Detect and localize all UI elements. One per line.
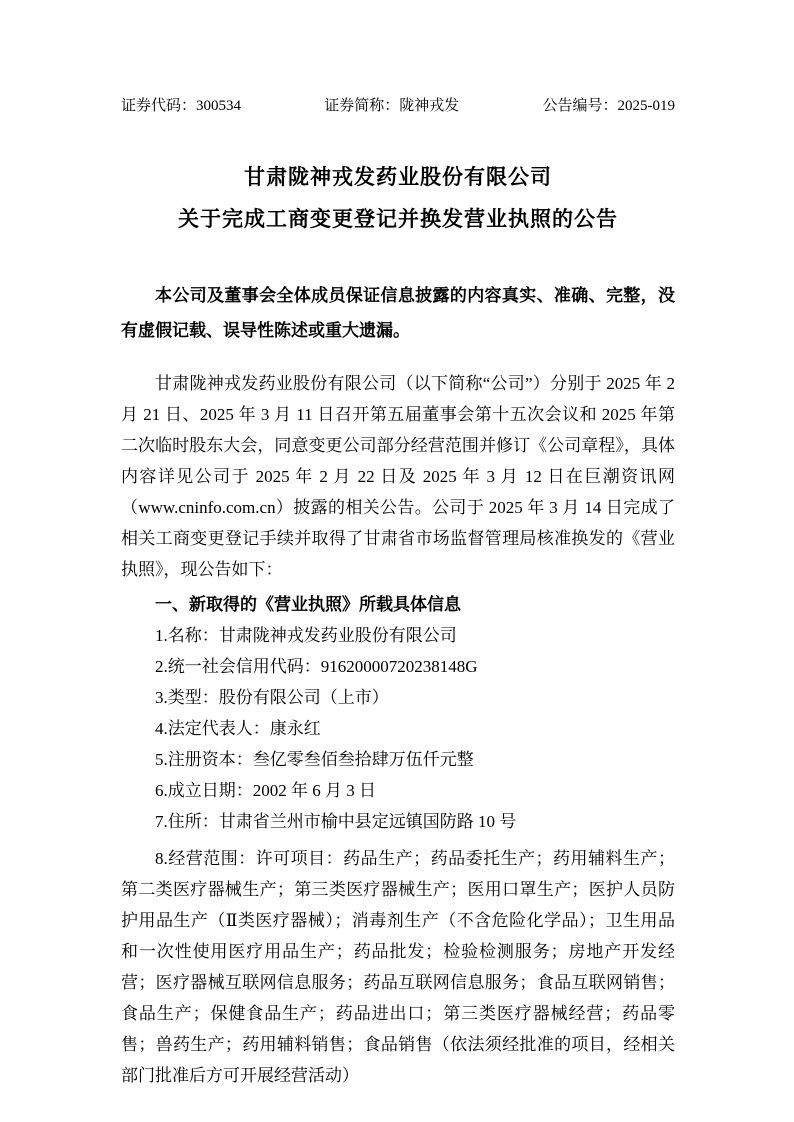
announcement-number: 公告编号：2025-019 xyxy=(542,98,675,114)
license-item-credit-code: 2.统一社会信用代码：91620000720238148G xyxy=(155,657,478,676)
announcement-title: 关于完成工商变更登记并换发营业执照的公告 xyxy=(178,207,618,231)
license-item-address: 7.住所：甘肃省兰州市榆中县定远镇国防路 10 号 xyxy=(155,812,517,831)
stock-abbr: 证券简称：陇神戎发 xyxy=(324,98,460,114)
stock-code: 证券代码：300534 xyxy=(121,98,242,114)
license-item-business-scope: 8.经营范围：许可项目：药品生产；药品委托生产；药用辅料生产；第二类医疗器械生产；第三类医疗器械生产；医用口罩生产；医护人员防护用品生产（Ⅱ类医疗器械）；消毒剂生产（不含危险化学品）；卫生用品和一次性使用医疗用品生产；药品批发；检验检测服务；房地产开发经营；医疗器械互联网信息服务；药品互联网信息服务；食品互联网销售；食品生产；保健食品生产；药品进出口；第三类医疗器械经营；药品零售；兽药生产；药用辅料销售；食品销售（依法须经批准的项目，经相关部门批准后方可开展经营活动） xyxy=(121,849,675,1085)
disclaimer-paragraph: 本公司及董事会全体成员保证信息披露的内容真实、准确、完整，没有虚假记载、误导性陈述或重大遗漏。 xyxy=(121,286,675,340)
section-heading: 一、新取得的《营业执照》所载具体信息 xyxy=(155,595,461,614)
intro-paragraph: 甘肃陇神戎发药业股份有限公司（以下简称“公司”）分别于 2025 年 2 月 21 日、2025 年 3 月 11 日召开第五届董事会第十五次会议和 2025 年第二次临时股东大会，同意变更公司部分经营范围并修订《公司章程》，具体内容详见公司于 2025 年 2 月 22 日及 2025 年 3 月 12 日在巨潮资讯网（www.cninfo.com.cn）披露的相关公告。公司于 2025 年 3 月 14 日完成了相关工商变更登记手续并取得了甘肃省市场监督管理局核准换发的《营业执照》，现公告如下： xyxy=(121,374,675,579)
license-item-legal-representative: 4.法定代表人：康永红 xyxy=(155,719,321,738)
license-item-establishment-date: 6.成立日期：2002 年 6 月 3 日 xyxy=(155,781,376,800)
license-item-name: 1.名称：甘肃陇神戎发药业股份有限公司 xyxy=(155,626,457,645)
license-item-company-type: 3.类型：股份有限公司（上市） xyxy=(155,688,389,707)
license-item-registered-capital: 5.注册资本：叁亿零叁佰叁拾肆万伍仟元整 xyxy=(155,750,474,769)
company-name-title: 甘肃陇神戎发药业股份有限公司 xyxy=(244,165,552,189)
document-header xyxy=(121,96,675,116)
